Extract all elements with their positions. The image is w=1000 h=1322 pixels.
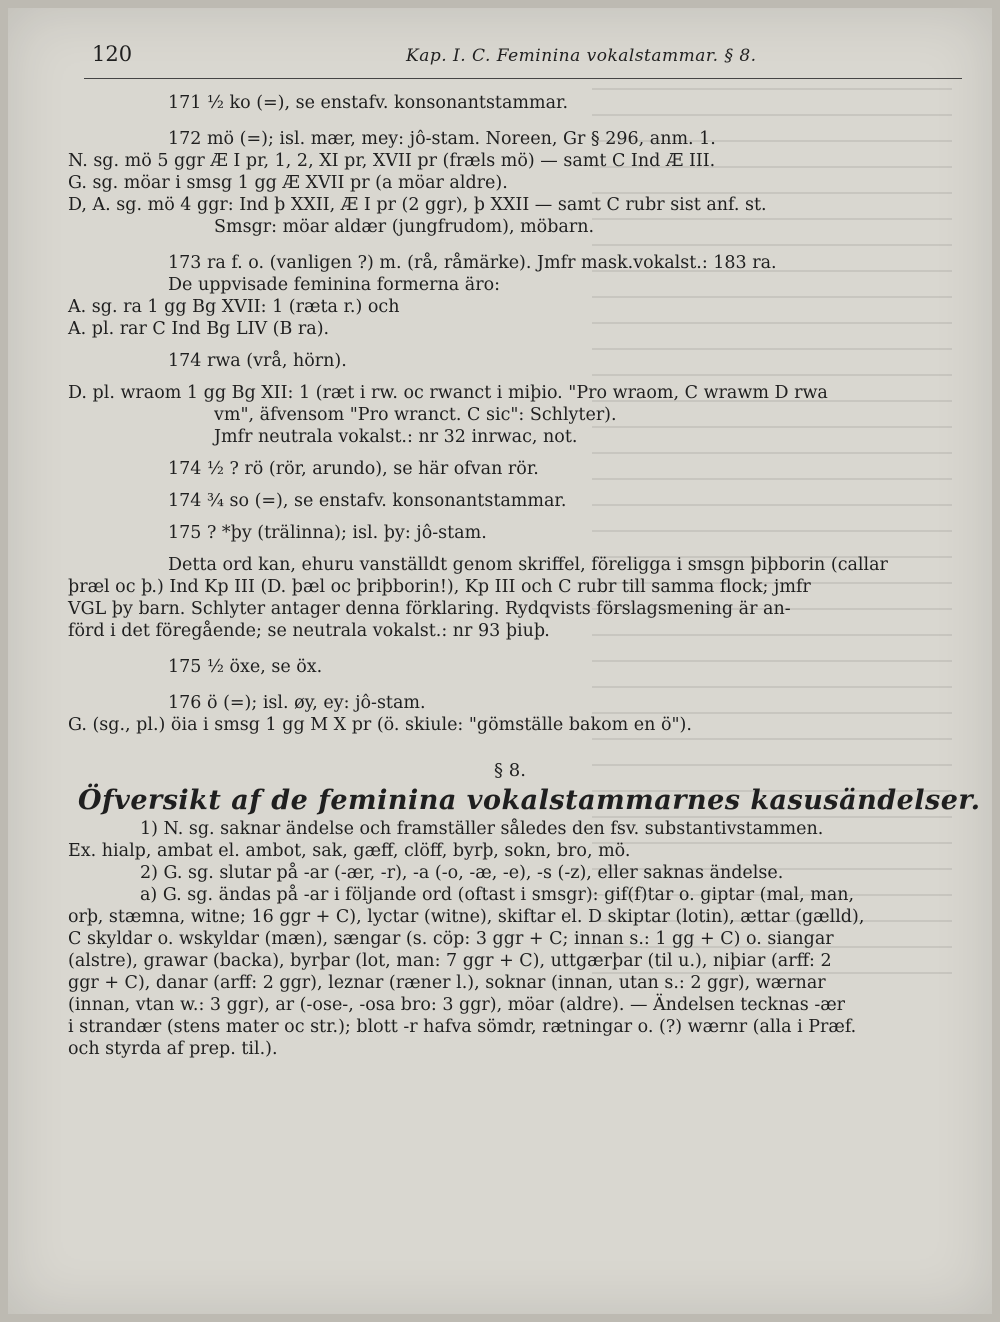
entry-176: 176 ö (=); isl. øy, ey: jô-stam. [168, 693, 426, 713]
text-line: vm", äfvensom "Pro wranct. C sic": Schlyter). [214, 405, 617, 425]
text-line: A. pl. rar C Ind Bg LIV (B ra). [68, 319, 330, 339]
text-line: N. sg. mö 5 ggr Æ I pr, 1, 2, XI pr, XVII pr (fræls mö) — samt C Ind Æ III. [68, 151, 716, 171]
page-number: 120 [92, 42, 133, 66]
text-line: ggr + C), danar (arff: 2 ggr), leznar (ræner l.), soknar (innan, utan s.: 2 ggr), wærnar [68, 973, 826, 993]
entry-174-75: 174 ¾ so (=), se enstafv. konsonantstammar. [168, 491, 567, 511]
text-line: förd i det föregående; se neutrala vokalst.: nr 93 þiuþ. [68, 621, 550, 641]
page-body [68, 92, 981, 1060]
entry-174: 174 rwa (vrå, hörn). [168, 351, 347, 371]
section-heading: Öfversikt af de feminina vokalstammarnes kasusändelser. [78, 785, 981, 816]
entry-171-5: 171 ½ ko (=), se enstafv. konsonantstammar. [168, 93, 569, 113]
running-title: Kap. I. C. Feminina vokalstammar. § 8. [406, 46, 757, 66]
text-line: Smsgr: möar aldær (jungfrudom), möbarn. [214, 217, 595, 237]
entry-173: 173 ra f. o. (vanligen ?) m. (rå, råmärke). Jmfr mask.vokalst.: 183 ra. [168, 253, 777, 273]
entry-172: 172 mö (=); isl. mær, mey: jô-stam. Noreen, Gr § 296, anm. 1. [168, 129, 716, 149]
text-line: Jmfr neutrala vokalst.: nr 32 inrwac, not. [214, 427, 578, 447]
text-line: C skyldar o. wskyldar (mæn), sængar (s. cöp: 3 ggr + C; innan s.: 1 gg + C) o. siangar [68, 929, 834, 949]
text-line: D, A. sg. mö 4 ggr: Ind þ XXII, Æ I pr (2 ggr), þ XXII — samt C rubr sist anf. st. [68, 195, 767, 215]
text-line: (innan, vtan w.: 3 ggr), ar (-ose-, -osa bro: 3 ggr), möar (aldre). — Ändelsen tecknas -ær [68, 995, 846, 1015]
text-line: och styrda af prep. til.). [68, 1039, 278, 1059]
text-line: G. (sg., pl.) öia i smsg 1 gg M X pr (ö. skiule: "gömställe bakom en ö"). [68, 715, 692, 735]
text-line: 1) N. sg. saknar ändelse och framställer således den fsv. substantivstammen. [140, 819, 824, 839]
text-line: G. sg. möar i smsg 1 gg Æ XVII pr (a möar aldre). [68, 173, 508, 193]
text-line: a) G. sg. ändas på -ar i följande ord (oftast i smsgr): gif(f)tar o. giptar (mal, man, [140, 885, 855, 905]
entry-175: 175 ? *þy (trälinna); isl. þy: jô-stam. [168, 523, 487, 543]
text-line: Ex. hialp, ambat el. ambot, sak, gæff, clöff, byrþ, sokn, bro, mö. [68, 841, 631, 861]
entry-174-5: 174 ½ ? rö (rör, arundo), se här ofvan rör. [168, 459, 539, 479]
book-page [8, 8, 992, 1314]
text-line: orþ, stæmna, witne; 16 ggr + C), lyctar (witne), skiftar el. D skiptar (lotin), ættar (gælld), [68, 907, 865, 927]
entry-175-5: 175 ½ öxe, se öx. [168, 657, 323, 677]
text-line: þræl oc þ.) Ind Kp III (D. þæl oc þriþborin!), Kp III och C rubr till samma flock; jmfr [68, 577, 811, 597]
text-line: Detta ord kan, ehuru vanställdt genom skriffel, föreligga i smsgn þiþborin (callar [168, 555, 888, 575]
text-line: De uppvisade feminina formerna äro: [168, 275, 500, 295]
page-header [84, 38, 962, 79]
text-line: 2) G. sg. slutar på -ar (-ær, -r), -a (-o, -æ, -e), -s (-z), eller saknas ändelse. [140, 863, 784, 883]
section-number: § 8. [494, 760, 526, 781]
text-line: A. sg. ra 1 gg Bg XVII: 1 (ræta r.) och [68, 297, 400, 317]
text-line: D. pl. wraom 1 gg Bg XII: 1 (ræt i rw. oc rwanct i miþio. "Pro wraom, C wrawm D rwa [68, 383, 828, 403]
text-line: VGL þy barn. Schlyter antager denna förklaring. Rydqvists förslagsmening är an- [68, 599, 791, 619]
text-line: i strandær (stens mater oc str.); blott -r hafva sömdr, rætningar o. (?) wærnr (alla i Præf. [68, 1017, 857, 1037]
text-line: (alstre), grawar (backa), byrþar (lot, man: 7 ggr + C), uttgærþar (til u.), niþiar (arff: 2 [68, 951, 832, 971]
